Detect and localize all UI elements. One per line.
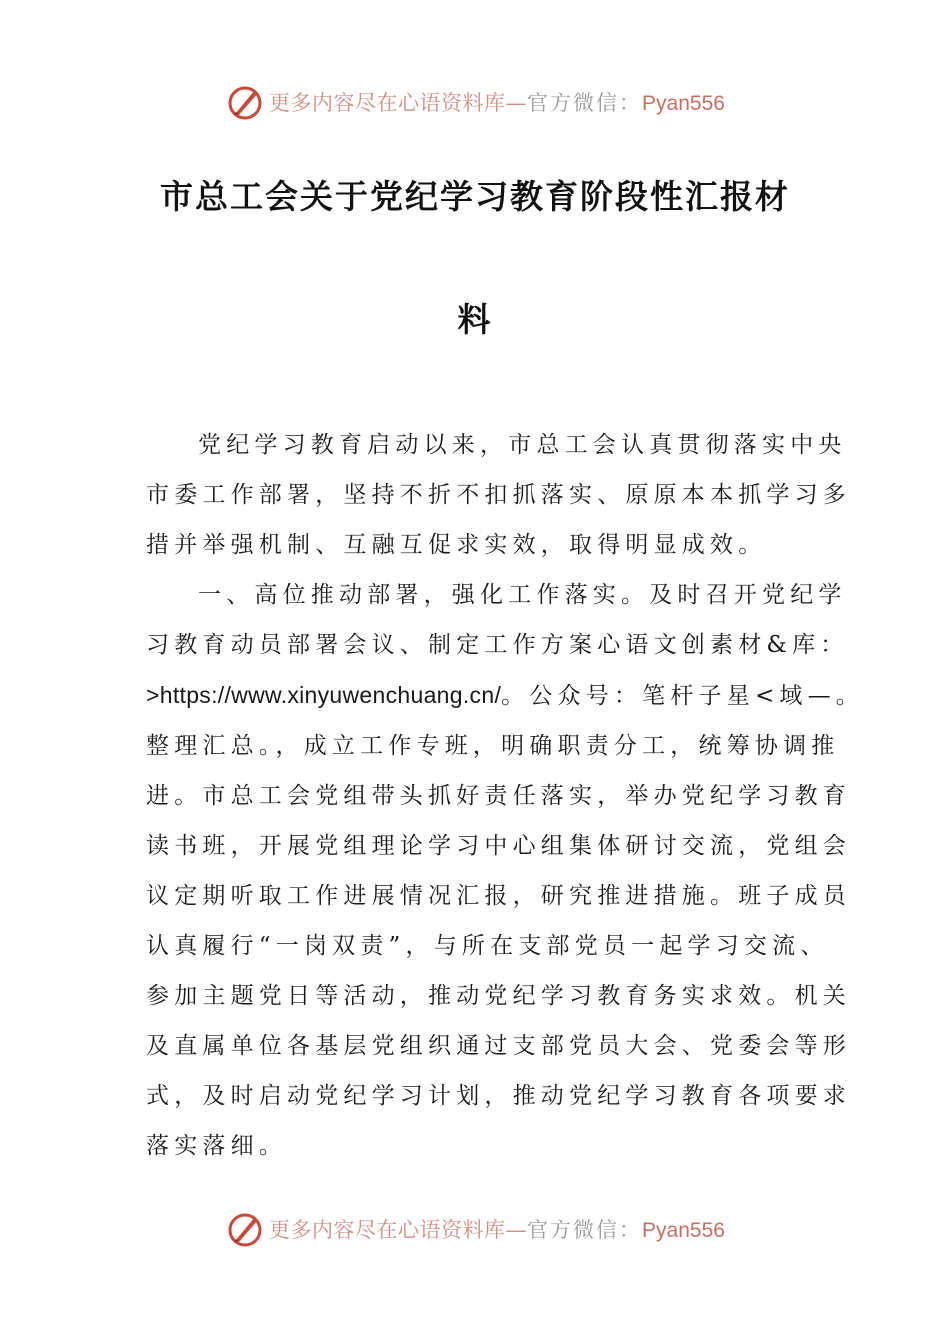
text-line: 及直属单位各基层党组织通过支部党员大会、党委会等形 <box>146 1033 851 1059</box>
watermark-text: 更多内容尽在心语资料库—官方微信：Pyan556 <box>269 1218 725 1242</box>
url-line-rest: 。公众号：笔杆子星<域—。 <box>501 683 865 709</box>
website-link[interactable]: >https://www.xinyuwenchuang.cn/ <box>146 682 502 708</box>
text-line: 认真履行“一岗双责”，与所在支部党员一起学习交流、 <box>146 933 829 959</box>
text-line: 整理汇总。，成立工作专班，明确职责分工，统筹协调推 <box>146 733 840 759</box>
text-line: 习教育动员部署会议、制定工作方案心语文创素材&库： <box>146 632 849 658</box>
text-line: 参加主题党日等活动，推动党纪学习教育务实求效。机关 <box>146 983 851 1009</box>
text-line: 一、高位推动部署，强化工作落实。及时召开党纪学 <box>198 582 847 608</box>
document-body <box>146 420 865 1171</box>
text-line: 市委工作部署，坚持不折不扣抓落实、原原本本抓学习多 <box>146 482 851 508</box>
text-line: 式，及时启动党纪学习计划，推动党纪学习教育各项要求 <box>146 1083 851 1109</box>
text-line: 措并举强机制、互融互促求实效，取得明显成效。 <box>146 532 767 558</box>
text-line-with-url <box>146 670 865 721</box>
pen-logo-icon <box>225 1209 265 1249</box>
pen-logo-icon <box>225 82 265 122</box>
text-line: 读书班，开展党组理论学习中心组集体研讨交流，党组会 <box>146 833 851 859</box>
paragraph-intro <box>146 420 851 570</box>
footer-watermark-banner <box>0 1207 950 1251</box>
document-title-line-1: 市总工会关于党纪学习教育阶段性汇报材 <box>160 177 790 216</box>
text-line: 进。市总工会党组带头抓好责任落实，举办党纪学习教育 <box>146 783 851 809</box>
text-line: 党纪学习教育启动以来，市总工会认真贯彻落实中央 <box>198 432 847 458</box>
text-line: 落实落细。 <box>146 1133 287 1159</box>
text-line: 议定期听取工作进展情况汇报，研究推进措施。班子成员 <box>146 883 851 909</box>
watermark-text: 更多内容尽在心语资料库—官方微信：Pyan556 <box>269 91 725 115</box>
document-title-line-2: 料 <box>457 300 493 339</box>
header-watermark-banner <box>0 80 950 124</box>
paragraph-section-1 <box>146 570 865 1171</box>
